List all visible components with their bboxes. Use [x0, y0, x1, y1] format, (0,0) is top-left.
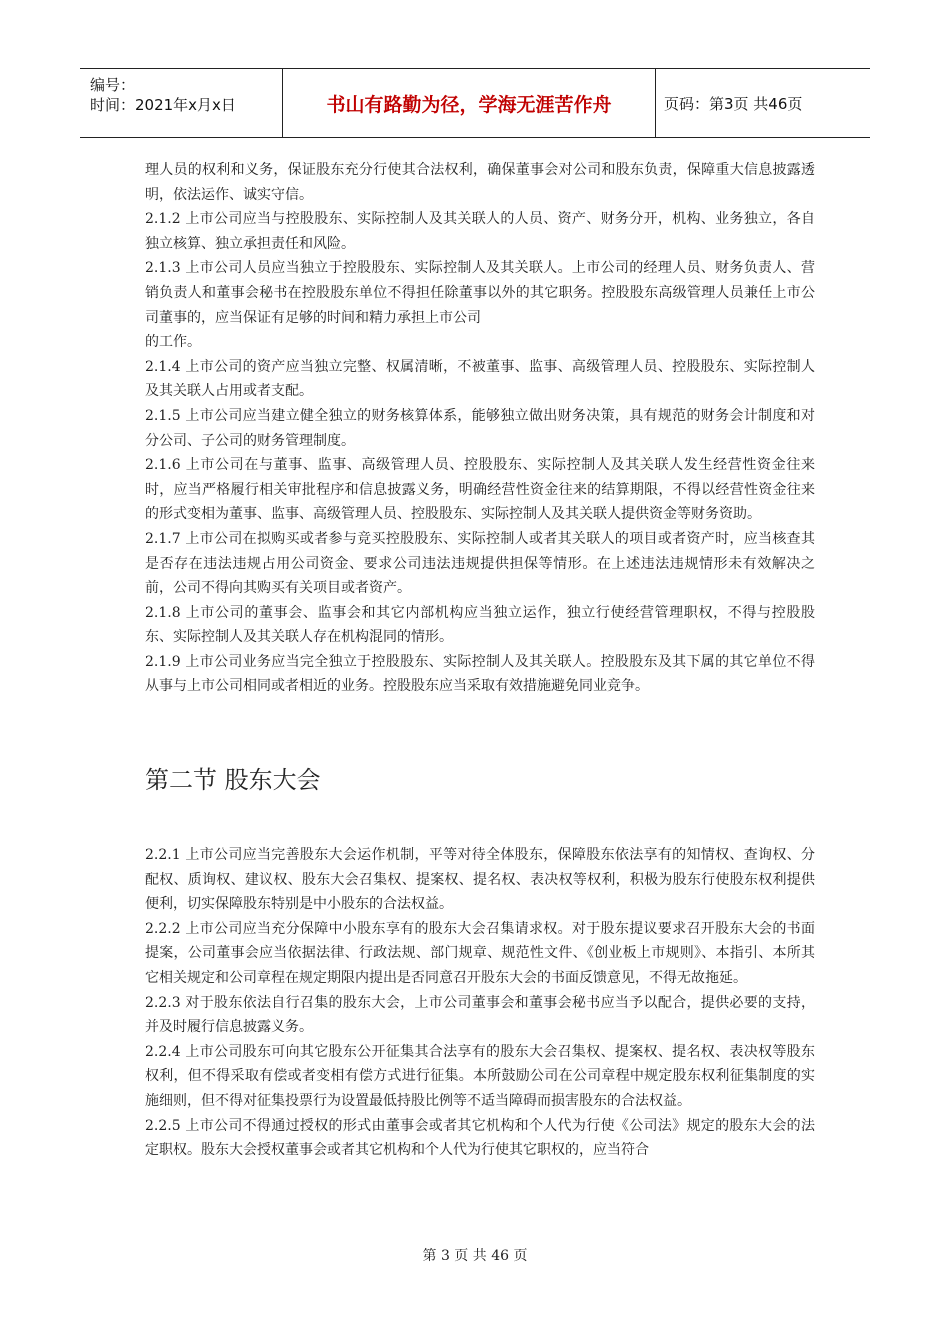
header-motto: 书山有路勤为径，学海无涯苦作舟 — [282, 69, 656, 137]
paragraph: 2.1.8 上市公司的董事会、监事会和其它内部机构应当独立运作，独立行使经营管理职权，不得与控股股东、实际控制人及其关联人存在机构混同的情形。 — [145, 604, 815, 646]
paragraph: 2.2.2 上市公司应当充分保障中小股东享有的股东大会召集请求权。对于股东提议要求召开股东大会的书面提案，公司董事会应当依据法律、行政法规、部门规章、规范性文件、《创业板上市规则》、本指引、本所其它相关规定和公司章程在规定期限内提出是否同意召开股东大会的书面反馈意见，不得无故拖延。 — [145, 920, 815, 986]
paragraph: 2.1.9 上市公司业务应当完全独立于控股股东、实际控制人及其关联人。控股股东及其下属的其它单位不得从事与上市公司相同或者相近的业务。控股股东应当采取有效措施避免同业竞争。 — [145, 653, 815, 695]
header-page-info: 页码：第3页 共46页 — [664, 94, 803, 113]
paragraph: 2.1.3 上市公司人员应当独立于控股股东、实际控制人及其关联人。上市公司的经理人员、财务负责人、营销负责人和董事会秘书在控股股东单位不得担任除董事以外的其它职务。控股股东高级管理人员兼任上市公司董事的，应当保证有足够的时间和精力承担上市公司 — [145, 260, 815, 326]
paragraph: 2.1.2 上市公司应当与控股股东、实际控制人及其关联人的人员、资产、财务分开，机构、业务独立，各自独立核算、独立承担责任和风险。 — [145, 211, 815, 252]
body-text-bottom — [145, 843, 815, 1163]
paragraph: 2.2.4 上市公司股东可向其它股东公开征集其合法享有的股东大会召集权、提案权、提名权、表决权等股东权利，但不得采取有偿或者变相有偿方式进行征集。本所鼓励公司在公司章程中规定股东权利征集制度的实施细则，但不得对征集投票行为设置最低持股比例等不适当障碍而损害股东的合法权益。 — [145, 1043, 815, 1109]
paragraph: 2.1.5 上市公司应当建立健全独立的财务核算体系，能够独立做出财务决策，具有规范的财务会计制度和对分公司、子公司的财务管理制度。 — [145, 407, 815, 449]
section-title: 第二节 股东大会 — [145, 766, 321, 794]
paragraph: 2.2.3 对于股东依法自行召集的股东大会，上市公司董事会和董事会秘书应当予以配合，提供必要的支持，并及时履行信息披露义务。 — [145, 994, 815, 1036]
page-header — [80, 68, 870, 138]
paragraph: 2.1.4 上市公司的资产应当独立完整、权属清晰，不被董事、监事、高级管理人员、控股股东、实际控制人及其关联人占用或者支配。 — [145, 358, 815, 400]
page-footer: 第 3 页 共 46 页 — [422, 1248, 528, 1264]
document-date-label: 时间：2021年x月x日 — [90, 96, 236, 114]
paragraph: 的工作。 — [145, 334, 201, 351]
paragraph: 理人员的权利和义务，保证股东充分行使其合法权利，确保董事会对公司和股东负责，保障重大信息披露透明，依法运作、诚实守信。 — [145, 162, 815, 203]
paragraph: 2.2.5 上市公司不得通过授权的形式由董事会或者其它机构和个人代为行使《公司法》规定的股东大会的法定职权。股东大会授权董事会或者其它机构和个人代为行使其它职权的，应当符合 — [145, 1117, 815, 1159]
paragraph: 2.1.6 上市公司在与董事、监事、高级管理人员、控股股东、实际控制人及其关联人发生经营性资金往来时，应当严格履行相关审批程序和信息披露义务，明确经营性资金往来的结算期限，不得以经营性资金往来的形式变相为董事、监事、高级管理人员、控股股东、实际控制人及其关联人提供资金等财务资助。 — [145, 457, 815, 523]
paragraph: 2.2.1 上市公司应当完善股东大会运作机制，平等对待全体股东，保障股东依法享有的知情权、查询权、分配权、质询权、建议权、股东大会召集权、提案权、提名权、表决权等权利，积极为股东行使股东权利提供便利，切实保障股东特别是中小股东的合法权益。 — [145, 847, 815, 913]
body-text-top — [145, 158, 815, 699]
document-number-label: 编号： — [90, 76, 136, 94]
header-meta — [80, 69, 282, 137]
paragraph: 2.1.7 上市公司在拟购买或者参与竞买控股股东、实际控制人或者其关联人的项目或者资产时，应当核查其是否存在违法违规占用公司资金、要求公司违法违规提供担保等情形。在上述违法违规情形未有效解决之前，公司不得向其购买有关项目或者资产。 — [145, 530, 815, 597]
